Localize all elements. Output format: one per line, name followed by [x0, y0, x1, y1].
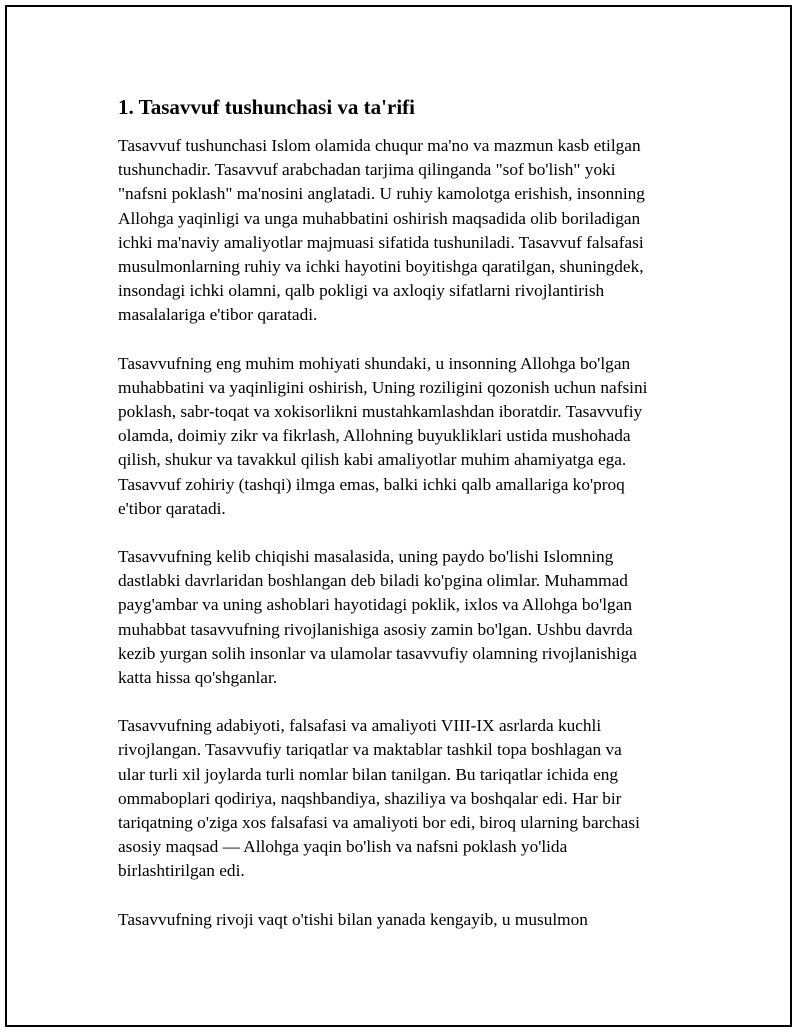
- document-body: [118, 94, 693, 956]
- paragraph: Tasavvufning eng muhim mohiyati shundaki, u insonning Allohga bo'lgan muhabbatini va yaqinligini oshirish, Uning roziligini qozonish uchun nafsini poklash, sabr-toqat va xokisorlikni mustahkamlashdan iboratdir. Tasavvufiy olamda, doimiy zikr va fikrlash, Allohning buyukliklari ustida mushohada qilish, shukur va tavakkul qilish kabi amaliyotlar muhim ahamiyatga ega. Tasavvuf zohiriy (tashqi) ilmga emas, balki ichki qalb amallariga ko'proq e'tibor qaratadi.: [118, 353, 648, 518]
- section-heading: 1. Tasavvuf tushunchasi va ta'rifi: [118, 95, 415, 119]
- paragraph: Tasavvuf tushunchasi Islom olamida chuqur ma'no va mazmun kasb etilgan tushunchadir. Tasavvuf arabchadan tarjima qilinganda "sof bo'lish" yoki "nafsni poklash" ma'nosini anglatadi. U ruhiy kamolotga erishish, insonning Allohga yaqinligi va unga muhabbatini oshirish maqsadida olib boriladigan ichki ma'naviy amaliyotlar majmuasi sifatida tushuniladi. Tasavvuf falsafasi musulmonlarning ruhiy va ichki hayotini boyitishga qaratilgan, shuningdek, insondagi ichki olamni, qalb pokligi va axloqiy sifatlarni rivojlantirish masalalariga e'tibor qaratadi.: [118, 136, 645, 325]
- paragraph: Tasavvufning kelib chiqishi masalasida, uning paydo bo'lishi Islomning dastlabki davrlaridan boshlangan deb biladi ko'pgina olimlar. Muhammad payg'ambar va uning ashoblari hayotidagi poklik, ixlos va Allohga bo'lgan muhabbat tasavvufning rivojlanishiga asosiy zamin bo'lgan. Ushbu davrda kezib yurgan solih insonlar va ulamolar tasavvufiy olamning rivojlanishiga katta hissa qo'shganlar.: [118, 547, 637, 688]
- paragraph: Tasavvufning rivoji vaqt o'tishi bilan yanada kengayib, u musulmon: [118, 909, 588, 929]
- paragraph: Tasavvufning adabiyoti, falsafasi va amaliyoti VIII-IX asrlarda kuchli rivojlangan. Tasavvufiy tariqatlar va maktablar tashkil topa boshlagan va ular turli xil joylarda turli nomlar bilan tanilgan. Bu tariqatlar ichida eng ommaboplari qodiriya, naqshbandiya, shaziliya va boshqalar edi. Har bir tariqatning o'ziga xos falsafasi va amaliyoti bor edi, biroq ularning barchasi asosiy maqsad — Allohga yaqin bo'lish va nafsni poklash yo'lida birlashtirilgan edi.: [118, 716, 640, 881]
